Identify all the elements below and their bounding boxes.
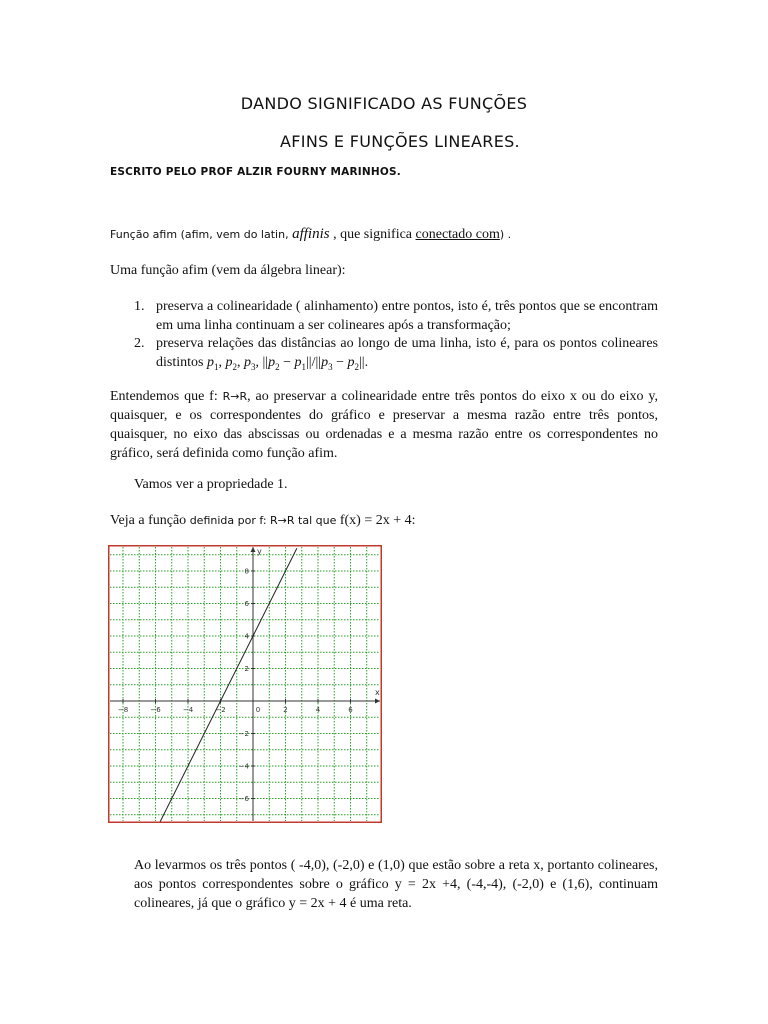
x-tick-label: 0 [255, 706, 261, 714]
domain-codomain: R→R [222, 390, 248, 403]
x-tick-label: 2 [283, 706, 288, 714]
example-line [110, 513, 658, 529]
title-line-2: AFINS E FUNÇÕES LINEARES. [280, 132, 520, 151]
x-tick-label: −8 [117, 706, 129, 714]
list-text [156, 334, 658, 377]
property-intro: Vamos ver a propriedade 1. [134, 477, 288, 492]
x-tick-label: −6 [150, 706, 161, 714]
author-line: ESCRITO PELO PROF ALZIR FOURNY MARINHOS. [110, 166, 401, 178]
x-tick-label: −2 [215, 706, 226, 714]
list-item [134, 334, 658, 374]
y-tick-label: −6 [238, 795, 249, 803]
x-tick-label: −4 [182, 706, 194, 714]
explanation-paragraph [110, 387, 658, 463]
list-number: 2. [134, 336, 145, 351]
y-tick-label: −2 [238, 730, 249, 738]
definition-line [110, 226, 658, 243]
latin-word: affinis [292, 226, 330, 242]
y-tick-label: 8 [244, 567, 249, 576]
x-axis-arrow [375, 699, 380, 704]
definition-prefix: Função afim (afim, vem do latin, [110, 228, 293, 241]
conectado-com-link[interactable]: conectado com [415, 227, 500, 242]
y-axis-arrow [251, 547, 256, 552]
function-graph [108, 545, 382, 823]
paragraph-part-1: Entendemos que f: [110, 389, 223, 404]
x-axis-label: x [375, 688, 380, 697]
y-tick-label: 6 [244, 600, 249, 608]
list-text-start: preserva relações das distâncias ao longo de uma linha, isto é, para os pontos colineares distintos [156, 336, 658, 370]
definition-suffix: ) . [499, 228, 512, 241]
paragraph-part-2: , ao preservar a colinearidade entre três pontos do eixo x ou do eixo y, quaisquer, e os correspondentes do gráfico e preservar a mesma razão entre três pontos, quaisquer, no eixo das abscissas ou ordenadas e a mesma razão entre os correspondentes no gráfico, será definida como função afim. [110, 389, 659, 461]
title-line-1: DANDO SIGNIFICADO AS FUNÇÕES [240, 94, 528, 113]
definition-middle: , que significa [329, 227, 416, 242]
example-part-a: Veja a função [110, 513, 190, 528]
distance-formula: $p_1$, $p_2$, $p_3$, $||p_2 - p_1||/||p_3 - p_2||$. [206, 355, 369, 372]
y-axis-label: y [257, 547, 262, 556]
list-number: 1. [134, 299, 145, 314]
y-tick-label: −4 [238, 762, 249, 771]
y-tick-label: 4 [244, 632, 249, 641]
x-tick-label: 4 [315, 706, 321, 714]
list-item [134, 297, 658, 337]
y-tick-label: 2 [244, 665, 249, 673]
example-part-b: definida por f: R→R tal que [189, 514, 340, 527]
list-text: preserva a colinearidade ( alinhamento) entre pontos, isto é, três pontos que se encontram em uma linha continuam a ser colineares após a transformação; [156, 299, 658, 333]
example-function: f(x) = 2x + 4: [339, 513, 416, 528]
intro-line: Uma função afim (vem da álgebra linear): [110, 263, 346, 278]
conclusion-paragraph: Ao levarmos os três pontos ( -4,0), (-2,0) e (1,0) que estão sobre a reta x, portanto colineares, aos pontos correspondentes sobre o gráfico y = 2x +4, (-4,-4), (-2,0) e (1,6), continuam colineares, já que o gráfico y = 2x + 4 é uma reta. [134, 858, 658, 911]
x-tick-label: 6 [348, 706, 353, 714]
